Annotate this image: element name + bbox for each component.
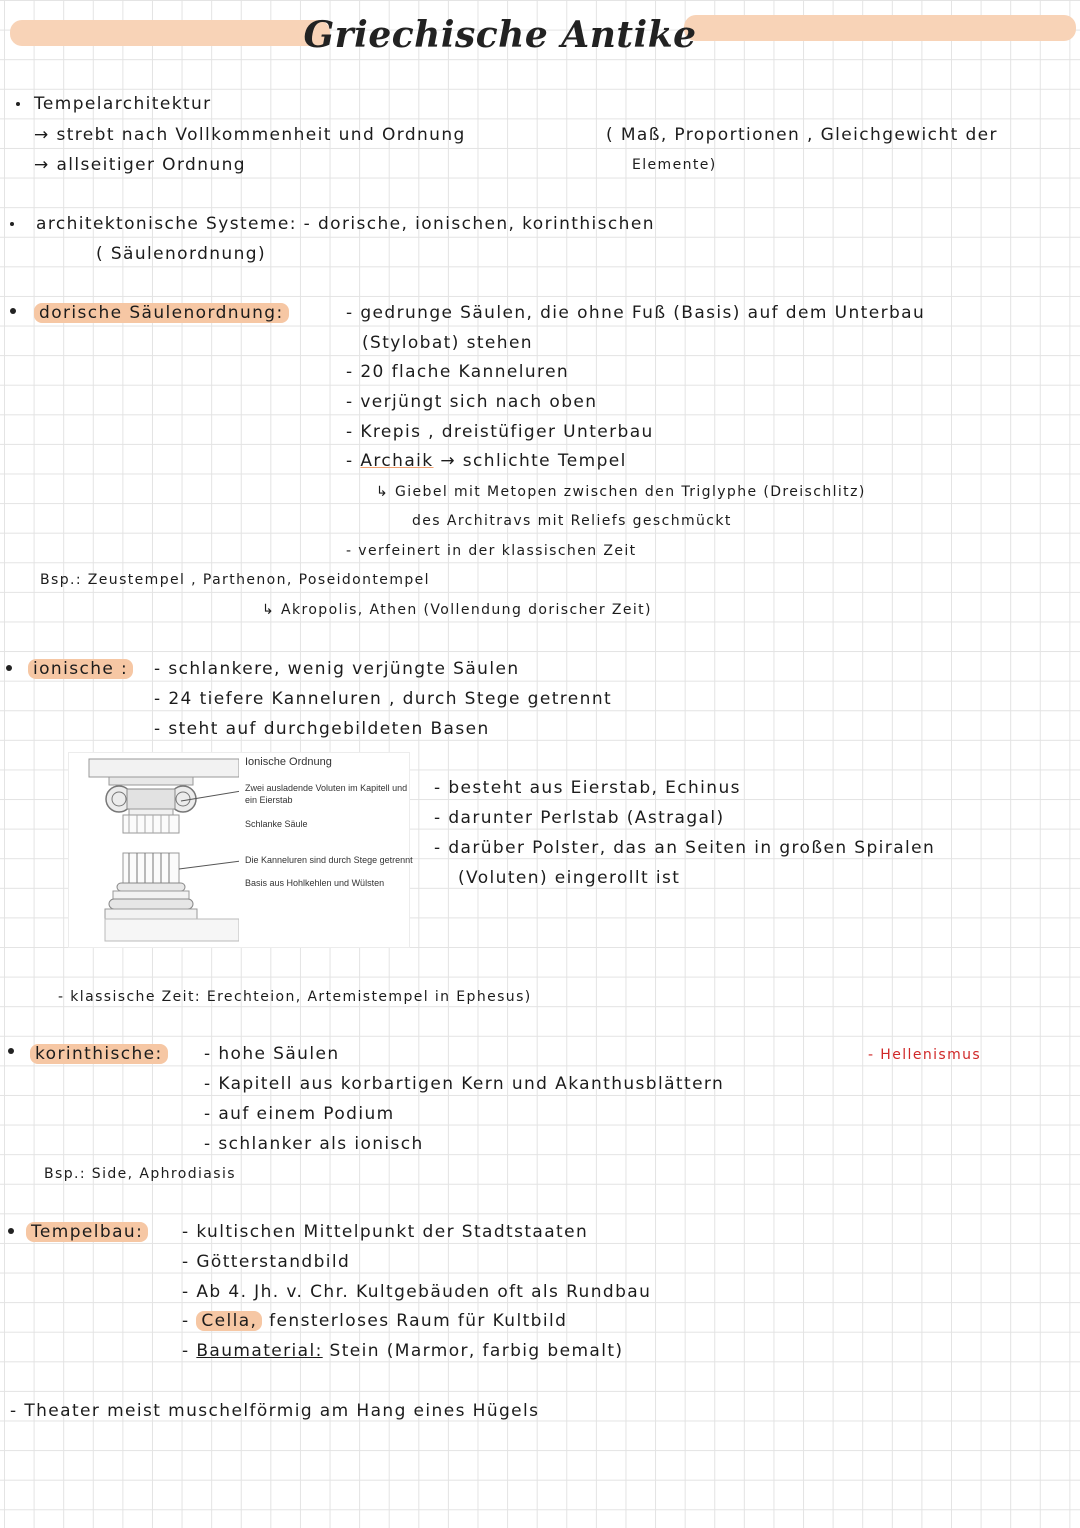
dash: - <box>346 451 354 471</box>
cella-rest: fensterloses Raum für Kultbild <box>269 1311 568 1331</box>
ionic-right-1: - besteht aus Eierstab, Echinus <box>434 778 741 798</box>
ionic-label-text: ionische : <box>28 659 133 679</box>
ionic-label <box>28 659 133 679</box>
baumaterial-rest: Stein (Marmor, farbig bemalt) <box>329 1341 624 1361</box>
doric-label-text: dorische Säulenordnung: <box>34 303 289 323</box>
sec1-line1-paren: ( Maß, Proportionen , Gleichgewicht der <box>606 125 998 145</box>
doric-giebel-2: des Architravs mit Reliefs geschmückt <box>412 513 732 529</box>
bullet <box>16 102 20 106</box>
temple-cella-line <box>182 1311 567 1331</box>
ionic-item-1: - schlankere, wenig verjüngte Säulen <box>154 659 520 679</box>
sec1-line2: → allseitiger Ordnung <box>34 155 246 175</box>
temple-item-1: - kultischen Mittelpunkt der Stadtstaaten <box>182 1222 589 1242</box>
ionic-klassisch: - klassische Zeit: Erechteion, Artemistempel in Ephesus) <box>58 989 532 1005</box>
bullet <box>8 1228 14 1234</box>
archaik-word: Archaik <box>360 451 434 471</box>
temple-label-text: Tempelbau: <box>26 1222 148 1242</box>
doric-bsp-2: ↳ Akropolis, Athen (Vollendung dorischer Zeit) <box>262 602 652 618</box>
doric-giebel-1: ↳ Giebel mit Metopen zwischen den Triglyphe (Dreischlitz) <box>376 484 866 500</box>
systeme-heading: architektonische Systeme: - dorische, ionischen, korinthischen <box>36 214 655 234</box>
doric-item-4: - verjüngt sich nach oben <box>346 392 598 412</box>
corinth-item-4: - schlanker als ionisch <box>204 1134 424 1154</box>
corinth-item-3: - auf einem Podium <box>204 1104 395 1124</box>
sec1-line1-elemente: Elemente) <box>632 157 717 173</box>
doric-archaik-line <box>346 451 627 471</box>
bullet <box>6 665 12 671</box>
hellenismus-note: - Hellenismus <box>868 1047 982 1063</box>
page-title: Griechische Antike <box>303 14 697 56</box>
baumaterial-word: Baumaterial: <box>196 1341 323 1361</box>
corinth-bsp: Bsp.: Side, Aphrodiasis <box>44 1166 236 1182</box>
figure-label-voluten-2: ein Eierstab <box>245 795 293 805</box>
ionic-right-3: - darüber Polster, das an Seiten in großen Spiralen <box>434 838 936 858</box>
figure-label-basis: Basis aus Hohlkehlen und Wülsten <box>245 878 385 888</box>
ionic-order-figure <box>68 752 413 948</box>
archaik-rest: → schlichte Tempel <box>440 451 627 471</box>
doric-label <box>34 303 289 323</box>
figure-title: Ionische Ordnung <box>245 756 332 768</box>
doric-item-1: - gedrunge Säulen, die ohne Fuß (Basis) auf dem Unterbau <box>346 303 926 323</box>
corinth-label <box>30 1044 168 1064</box>
temple-item-3: - Ab 4. Jh. v. Chr. Kultgebäuden oft als Rundbau <box>182 1282 652 1302</box>
doric-klassisch: - verfeinert in der klassischen Zeit <box>346 543 637 559</box>
figure-label-saeule: Schlanke Säule <box>245 819 308 829</box>
ionic-item-3: - steht auf durchgebildeten Basen <box>154 719 490 739</box>
temple-baumaterial-line <box>182 1341 623 1361</box>
tempelarchitektur-heading: Tempelarchitektur <box>34 94 212 114</box>
ionic-right-2: - darunter Perlstab (Astragal) <box>434 808 725 828</box>
figure-label-kanneluren: Die Kanneluren sind durch Stege getrennt <box>245 855 413 865</box>
temple-label <box>26 1222 148 1242</box>
bullet <box>8 1048 14 1054</box>
doric-item-3: - 20 flache Kanneluren <box>346 362 570 382</box>
doric-item-2: (Stylobat) stehen <box>362 333 533 353</box>
saeulenordnung-note: ( Säulenordnung) <box>96 244 267 264</box>
bullet <box>10 222 14 226</box>
ionic-item-2: - 24 tiefere Kanneluren , durch Stege getrennt <box>154 689 613 709</box>
figure-label-voluten-1: Zwei ausladende Voluten im Kapitell und <box>245 783 408 793</box>
temple-item-2: - Götterstandbild <box>182 1252 351 1272</box>
corinth-item-1: - hohe Säulen <box>204 1044 340 1064</box>
dash: - <box>182 1311 190 1331</box>
bullet <box>10 308 16 314</box>
corinth-label-text: korinthische: <box>30 1044 168 1064</box>
ionic-column-drawing <box>69 753 239 947</box>
theater-line: - Theater meist muschelförmig am Hang eines Hügels <box>10 1401 540 1421</box>
corinth-item-2: - Kapitell aus korbartigen Kern und Akanthusblättern <box>204 1074 725 1094</box>
cella-word: Cella, <box>196 1311 262 1331</box>
dash: - <box>182 1341 190 1361</box>
ionic-right-4: (Voluten) eingerollt ist <box>458 868 681 888</box>
sec1-line1: → strebt nach Vollkommenheit und Ordnung <box>34 125 466 145</box>
doric-bsp: Bsp.: Zeustempel , Parthenon, Poseidontempel <box>40 572 430 588</box>
doric-item-5: - Krepis , dreistüfiger Unterbau <box>346 422 654 442</box>
